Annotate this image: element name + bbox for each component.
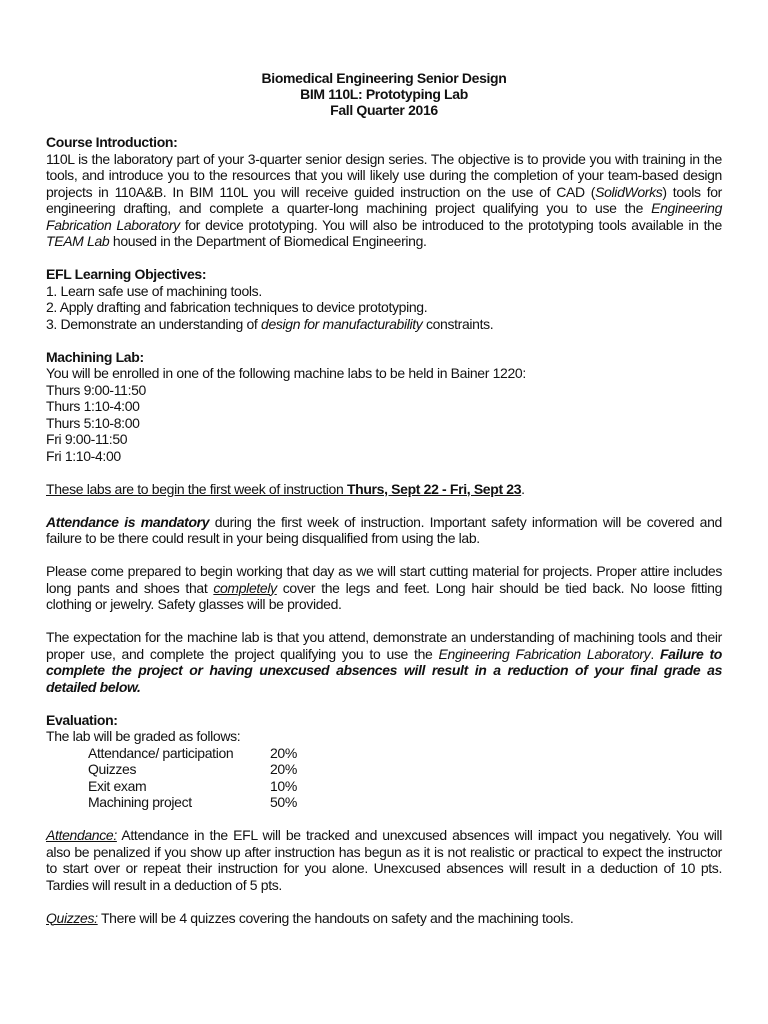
text: There will be 4 quizzes covering the handouts on safety and the machining tools. (97, 909, 574, 926)
emphasis: SolidWorks (595, 183, 663, 200)
course-introduction-section (46, 134, 722, 250)
lab-slot: Thurs 5:10-8:00 (46, 414, 140, 431)
lab-slot: Fri 1:10-4:00 (46, 447, 121, 464)
emphasis: TEAM Lab (46, 233, 110, 249)
document-page (46, 70, 722, 943)
grading-weight: 50% (270, 794, 297, 810)
section-heading: Machining Lab: (46, 348, 144, 365)
grading-row (88, 761, 722, 778)
text: Please come prepared to begin working that day as we will start cutting material for projects. Proper attire includes long pants and shoes that (46, 563, 722, 596)
text: . (521, 480, 525, 497)
text: These labs are to begin the first week of instruction (46, 480, 347, 497)
grading-item: Quizzes (88, 761, 137, 777)
policy-label: Quizzes: (46, 909, 98, 926)
grading-item: Exit exam (88, 777, 147, 794)
objective-item: 1. Learn safe use of machining tools. (46, 282, 262, 299)
attendance-policy (46, 827, 722, 893)
preparation-paragraph (46, 563, 722, 613)
grading-row (88, 794, 722, 811)
emphasis: completely (213, 579, 277, 596)
title-line-2: BIM 110L: Prototyping Lab (300, 86, 468, 102)
text: . (650, 645, 660, 662)
text: constraints. (422, 315, 494, 332)
expectation-paragraph (46, 629, 722, 695)
grading-weight: 20% (270, 761, 297, 777)
emphasis: Engineering Fabrication Laboratory (438, 645, 651, 662)
text: housed in the Department of Biomedical Engineering. (109, 233, 427, 249)
section-heading: Evaluation: (46, 711, 118, 728)
attendance-paragraph (46, 514, 722, 547)
grading-weight: 20% (270, 744, 297, 761)
policy-label: Attendance: (46, 827, 117, 843)
emphasis: Attendance is mandatory (46, 513, 210, 530)
section-heading: Course Introduction: (46, 134, 178, 150)
lab-start-note (46, 481, 722, 498)
objective-item (46, 316, 722, 333)
lab-slot: Fri 9:00-11:50 (46, 431, 128, 447)
objectives-section (46, 266, 722, 332)
lab-slot: Thurs 1:10-4:00 (46, 398, 140, 414)
text: Attendance in the EFL will be tracked and unexcused absences will impact you negatively. You will also be penalized if you show up after instruction has begun as it is not realistic or practical to expect the instructor to start over or repeat their instruction for you alone. Unexcused absences will result in a deduction of 10 pts. Tardies will result in a deduction of 5 pts. (46, 827, 722, 893)
title-line-1: Biomedical Engineering Senior Design (261, 70, 507, 86)
text: The expectation for the machine lab is that you attend, demonstrate an understanding of machining tools and their proper use, and complete the project qualifying you to use the (46, 629, 722, 662)
quizzes-policy (46, 910, 722, 927)
text: ) tools for engineering drafting, and complete a quarter-long machining project qualifying you to use the (46, 183, 722, 216)
objective-item: 2. Apply drafting and fabrication techniques to device prototyping. (46, 299, 428, 315)
grading-item: Attendance/ participation (88, 744, 234, 761)
intro-paragraph (46, 151, 722, 250)
lab-slot: Thurs 9:00-11:50 (46, 381, 146, 398)
grading-item: Machining project (88, 794, 192, 810)
text: for device prototyping. You will also be introduced to the prototyping tools available in the (179, 216, 722, 233)
text: 110L is the laboratory part of your 3-quarter senior design series. The objective is to provide you with training in the tools, and introduce you to the resources that you will likely use during the completion of your team-based design projects in 110A&B. In BIM 110L you will receive guided instruction on the use of CAD ( (46, 150, 722, 200)
text: cover the legs and feet. Long hair should be tied back. No loose fitting clothing or jewelry. Safety glasses will be provided. (46, 579, 722, 612)
text: during the first week of instruction. Important safety information will be covered and failure to be there could result in your being disqualified from using the lab. (46, 513, 722, 546)
emphasis: design for manufacturability (261, 315, 423, 332)
emphasis: Engineering Fabrication Laboratory (46, 200, 722, 233)
section-heading: EFL Learning Objectives: (46, 266, 207, 282)
grading-weight: 10% (270, 777, 297, 794)
evaluation-intro: The lab will be graded as follows: (46, 728, 241, 744)
grading-row (88, 745, 722, 762)
warning-text: Failure to complete the project or having unexcused absences will result in a reduction of your final grade as detailed below. (46, 645, 722, 695)
grading-row (88, 778, 722, 795)
title-line-3: Fall Quarter 2016 (330, 102, 438, 118)
machining-lab-section (46, 349, 722, 696)
start-dates: Thurs, Sept 22 - Fri, Sept 23 (346, 480, 522, 497)
grading-table (88, 745, 722, 811)
text: 3. Demonstrate an understanding of (46, 315, 262, 332)
evaluation-section (46, 712, 722, 927)
lab-intro: You will be enrolled in one of the following machine labs to be held in Bainer 1220: (46, 365, 526, 381)
document-title (46, 70, 722, 118)
